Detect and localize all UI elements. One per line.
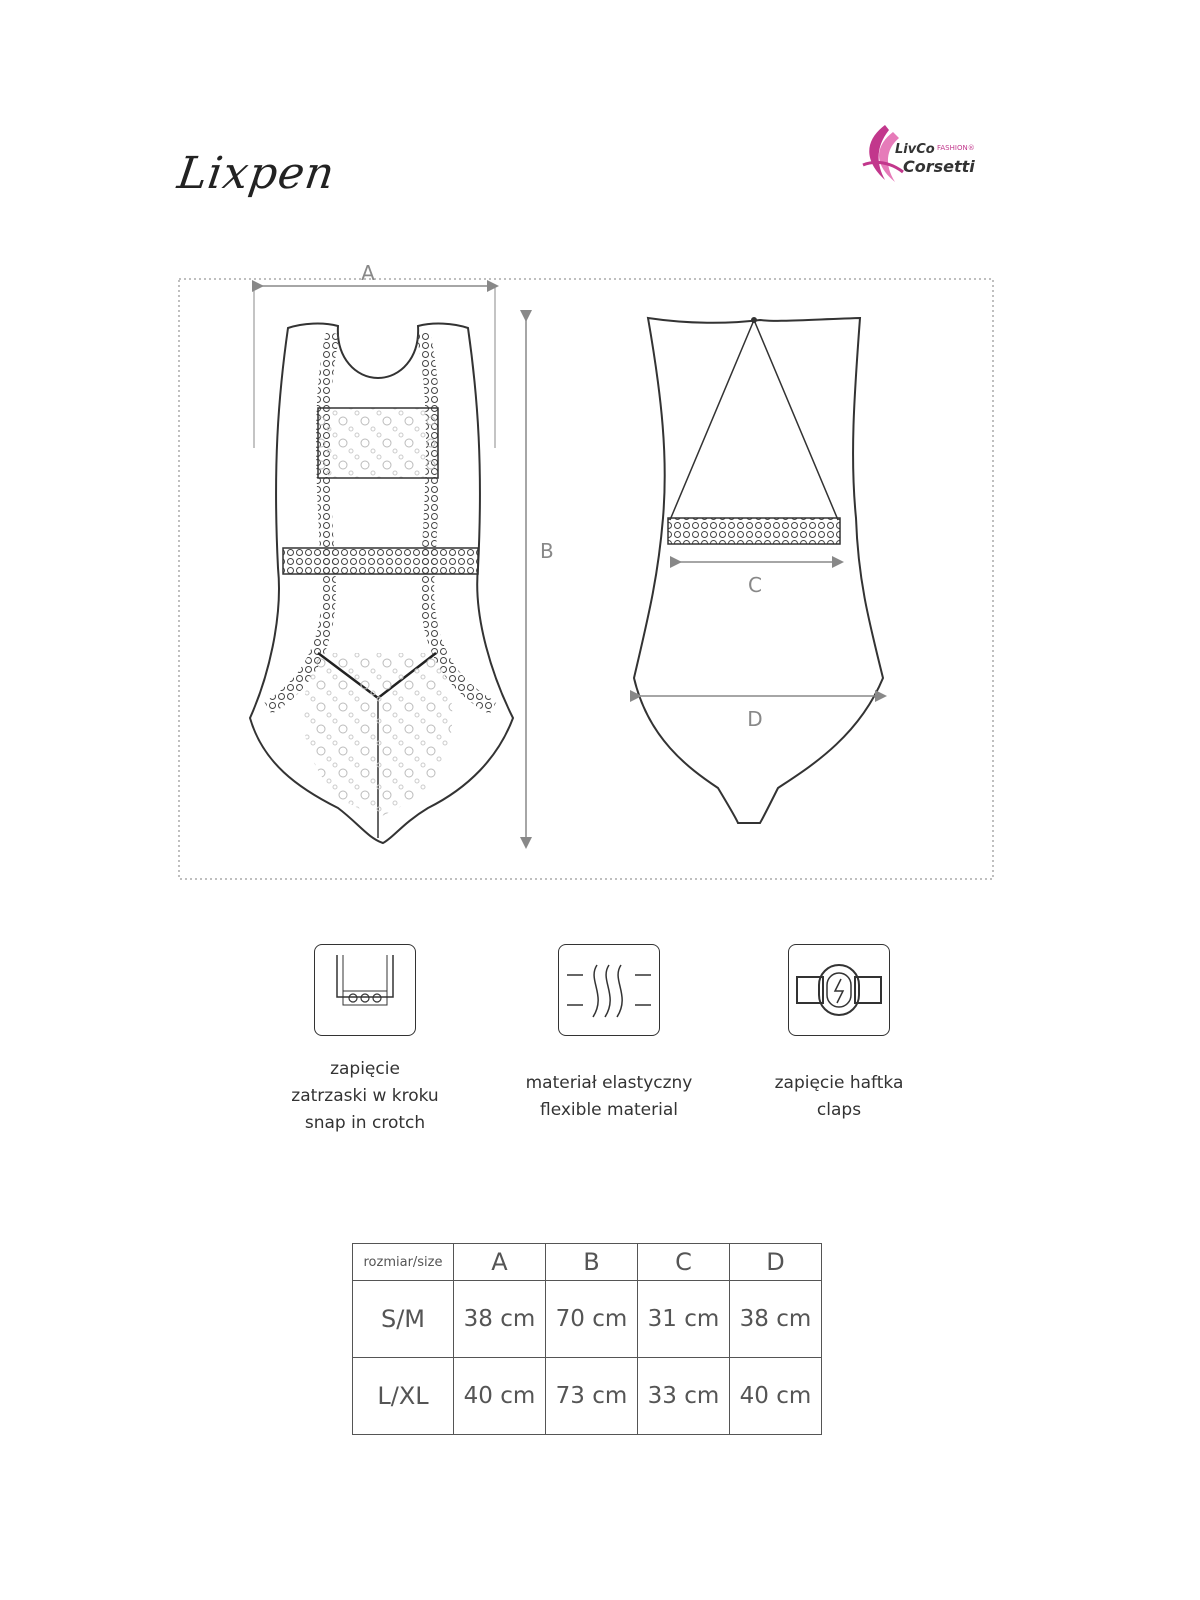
feature-stretch-line-1: materiał elastyczny <box>525 1073 693 1093</box>
brand-logo <box>855 120 1005 190</box>
table-row <box>353 1358 822 1435</box>
size-table-header <box>353 1244 822 1281</box>
brand-fashion: FASHION® <box>937 144 975 152</box>
size-header-label: rozmiar/size <box>353 1244 454 1281</box>
product-title: Lixpen <box>174 148 339 199</box>
dim-label-a: A <box>361 261 375 285</box>
size-table <box>352 1243 822 1435</box>
garment-diagram <box>178 261 994 880</box>
feature-snap-crotch <box>245 944 485 1137</box>
feature-clasp-line-2: claps <box>816 1100 862 1120</box>
size-row-label: L/XL <box>353 1358 454 1435</box>
diagram-frame <box>179 279 993 879</box>
size-cell: 40 cm <box>730 1358 822 1435</box>
hook-clasp-icon <box>788 944 890 1036</box>
size-cell: 40 cm <box>454 1358 546 1435</box>
size-row-label: S/M <box>353 1281 454 1358</box>
table-row <box>353 1281 822 1358</box>
dim-label-b: B <box>540 539 554 563</box>
snap-crotch-icon <box>314 944 416 1036</box>
feature-stretch-material <box>489 944 729 1124</box>
brand-livco: LivCo <box>895 142 935 157</box>
dim-label-d: D <box>747 707 763 731</box>
dim-label-c: C <box>748 573 762 597</box>
back-view <box>634 318 883 823</box>
feature-hook-clasp <box>719 944 959 1124</box>
feature-snap-line-3: snap in crotch <box>304 1113 426 1133</box>
feature-stretch-line-2: flexible material <box>540 1100 678 1120</box>
size-cell: 70 cm <box>546 1281 638 1358</box>
feature-snap-line-1: zapięcie <box>330 1059 400 1079</box>
size-cell: 38 cm <box>730 1281 822 1358</box>
front-view <box>250 324 513 843</box>
size-cell: 38 cm <box>454 1281 546 1358</box>
size-cell: 33 cm <box>638 1358 730 1435</box>
size-col-d: D <box>730 1244 822 1281</box>
size-cell: 73 cm <box>546 1358 638 1435</box>
stretch-material-icon <box>558 944 660 1036</box>
feature-snap-line-2: zatrzaski w kroku <box>291 1086 439 1106</box>
feature-clasp-line-1: zapięcie haftka <box>774 1073 904 1093</box>
size-cell: 31 cm <box>638 1281 730 1358</box>
size-col-a: A <box>454 1244 546 1281</box>
brand-corsetti: Corsetti <box>903 157 975 176</box>
size-col-b: B <box>546 1244 638 1281</box>
size-col-c: C <box>638 1244 730 1281</box>
